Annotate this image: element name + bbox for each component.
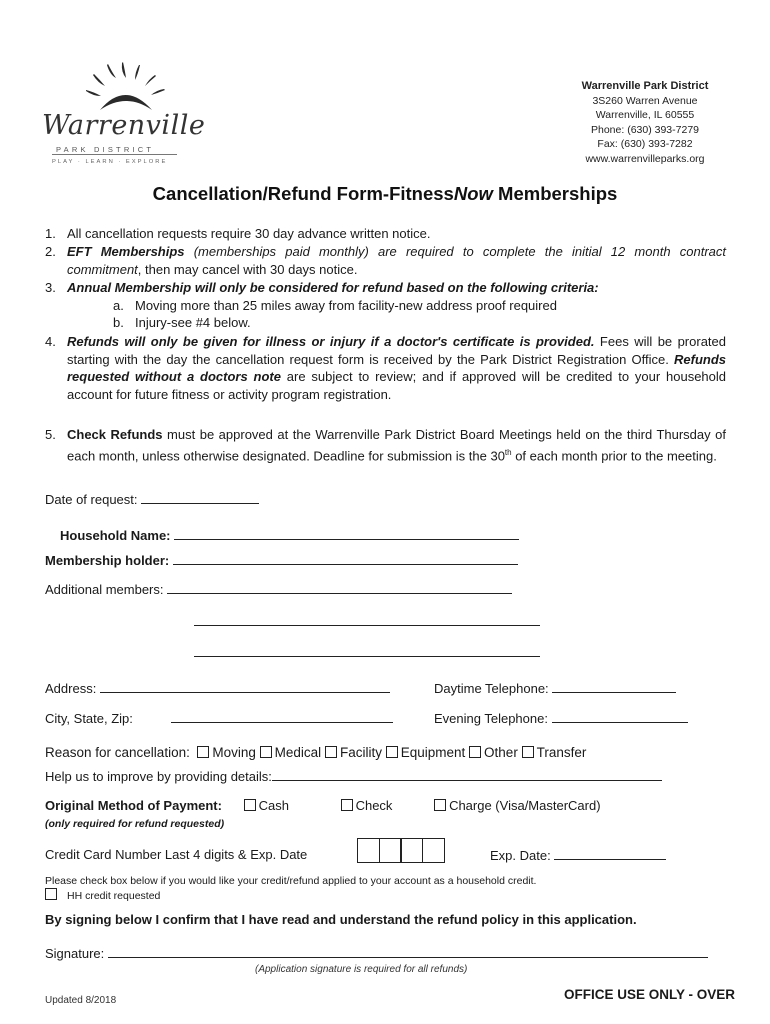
household-field[interactable] (60, 527, 519, 544)
sub-item-a (113, 297, 557, 314)
logo-subtitle: PARK DISTRICT (56, 145, 155, 154)
item-number: 1. (45, 226, 56, 241)
city-field[interactable] (45, 710, 393, 727)
payment-option: Charge (Visa/MasterCard) (449, 798, 601, 813)
cc-digit-box[interactable] (379, 838, 402, 863)
logo-name: Warrenville (42, 110, 206, 141)
city-address: Warrenville, IL 60555 (595, 109, 695, 121)
item-text: Check Refunds (67, 427, 163, 442)
list-item-5 (45, 426, 726, 464)
title-part: Cancellation/Refund Form-Fitness (152, 183, 454, 204)
signature-note: (Application signature is required for all refunds) (255, 964, 468, 975)
eve-tel-field[interactable] (434, 710, 688, 727)
website: www.warrenvilleparks.org (585, 152, 705, 165)
eve-tel-line[interactable] (552, 710, 688, 723)
sub-letter: a. (113, 298, 124, 313)
household-line[interactable] (174, 527, 519, 540)
list-item-1 (45, 225, 726, 243)
cc-label: Credit Card Number Last 4 digits & Exp. Date (45, 847, 308, 862)
reason-checkbox-other[interactable] (469, 746, 481, 758)
date-field[interactable] (45, 491, 259, 508)
confirm-statement: By signing below I confirm that I have read and understand the refund policy in this application. (45, 912, 637, 927)
holder-field[interactable] (45, 552, 518, 569)
payment-checkbox-check[interactable] (341, 799, 353, 811)
additional-line-2[interactable] (194, 625, 540, 626)
sub-letter: b. (113, 315, 124, 330)
list-item-4 (45, 333, 726, 403)
city-line[interactable] (171, 710, 393, 723)
item-text: contract commitment (67, 244, 726, 277)
item-text: must be approved at the Warrenville Park District Board Meetings held on the third Thursday of each month, unless otherwise designated. Deadline for submission is the 30 (67, 427, 726, 463)
item-text: of each month prior to the meeting. (511, 447, 717, 463)
office-use-label: OFFICE USE ONLY - OVER (564, 987, 736, 1002)
logo-divider (52, 154, 177, 155)
date-label: Date of request: (45, 492, 138, 507)
updated-date: Updated 8/2018 (45, 995, 117, 1006)
reason-checkbox-equipment[interactable] (386, 746, 398, 758)
household-label: Household Name: (60, 528, 171, 543)
reason-option: Transfer (536, 745, 587, 760)
signature-label: Signature: (45, 946, 105, 961)
item-text: Refunds requested without a doctors note (67, 351, 726, 384)
fax-number: Fax: (630) 393-7282 (597, 138, 693, 150)
item-text: Fees will be prorated starting with the day the cancellation request form is received by the Park District Registration Office. (67, 334, 726, 367)
payment-note: (only required for refund requested) (45, 818, 225, 830)
signature-field[interactable] (45, 945, 708, 962)
item-text: Refunds will only be given for illness or injury if a doctor's certificate is provided. (67, 334, 595, 349)
org-name: Warrenville Park District (581, 80, 709, 92)
sub-text: Moving more than 25 miles away from facility-new address proof required (135, 298, 557, 313)
reason-option: Facility (339, 745, 382, 760)
credit-note: Please check box below if you would like your credit/refund applied to your account as a household credit. (45, 875, 537, 887)
page-title (0, 183, 770, 205)
address-line[interactable] (100, 680, 390, 693)
cc-digit-box[interactable] (422, 838, 445, 863)
additional-line[interactable] (167, 581, 512, 594)
title-part: Now (453, 183, 493, 204)
item-text: Annual Membership will only be considered for refund based on the following criteria: (67, 280, 599, 295)
cc-digit-box[interactable] (357, 838, 380, 863)
improve-label: Help us to improve by providing details: (45, 769, 272, 784)
improve-line[interactable] (272, 768, 662, 781)
reason-checkbox-moving[interactable] (197, 746, 209, 758)
title-part: Memberships (492, 183, 618, 204)
street-address: 3S260 Warren Avenue (592, 94, 698, 107)
item-text: , then may cancel with 30 days notice. (137, 261, 358, 277)
payment-option: Check (355, 798, 393, 813)
reason-checkbox-medical[interactable] (260, 746, 272, 758)
address-label: Address: (45, 681, 97, 696)
payment-option: Cash (258, 798, 289, 813)
item-text: EFT Memberships (67, 244, 185, 259)
reason-checkbox-facility[interactable] (325, 746, 337, 758)
reason-option: Equipment (400, 745, 466, 760)
reason-checkbox-transfer[interactable] (522, 746, 534, 758)
city-label: City, State, Zip: (45, 711, 133, 726)
item-number: 5. (45, 427, 56, 442)
date-line[interactable] (141, 491, 259, 504)
address-field[interactable] (45, 680, 390, 697)
phone-number: Phone: (630) 393-7279 (591, 123, 699, 136)
exp-field[interactable] (490, 847, 666, 864)
warrenville-logo (42, 62, 206, 168)
contact-block (555, 79, 735, 166)
sun-icon (80, 62, 180, 114)
item-text: th (504, 447, 512, 457)
reason-field (45, 745, 586, 761)
item-number: 4. (45, 334, 56, 349)
additional-field[interactable] (45, 581, 512, 598)
hh-credit-checkbox[interactable] (45, 888, 57, 900)
signature-line[interactable] (108, 945, 708, 958)
payment-label: Original Method of Payment: (45, 798, 222, 813)
sub-item-b (113, 314, 251, 331)
list-item-2 (45, 243, 726, 278)
item-text: are subject to review; and if approved will be credited to your household account for future fitness or activity program registration. (67, 369, 726, 402)
hh-credit-field (45, 888, 160, 904)
item-text: (memberships paid monthly) are required to complete the initial 12 month (184, 244, 680, 259)
reason-option: Other (484, 745, 518, 760)
hh-credit-label: HH credit requested (67, 890, 161, 902)
holder-line[interactable] (173, 552, 518, 565)
item-number: 2. (45, 244, 56, 259)
reason-label: Reason for cancellation: (45, 745, 190, 760)
payment-checkbox-cash[interactable] (244, 799, 256, 811)
improve-field[interactable] (45, 768, 662, 785)
reason-option: Moving (212, 745, 256, 760)
cc-digit-box[interactable] (400, 838, 423, 863)
eve-tel-label: Evening Telephone: (434, 711, 548, 726)
reason-option: Medical (274, 745, 322, 760)
logo-tagline: PLAY · LEARN · EXPLORE (52, 159, 168, 165)
day-tel-field[interactable] (434, 680, 676, 697)
payment-field (45, 798, 601, 814)
payment-checkbox-charge[interactable] (434, 799, 446, 811)
item-number: 3. (45, 280, 56, 295)
list-item-3 (45, 279, 726, 297)
day-tel-label: Daytime Telephone: (434, 681, 549, 696)
item-text: All cancellation requests require 30 day advance written notice. (67, 226, 431, 241)
cc-digit-boxes (357, 838, 444, 862)
holder-label: Membership holder: (45, 553, 170, 568)
day-tel-line[interactable] (552, 680, 676, 693)
exp-label: Exp. Date: (490, 848, 551, 863)
additional-line-3[interactable] (194, 656, 540, 657)
sub-text: Injury-see #4 below. (135, 315, 251, 330)
exp-line[interactable] (554, 847, 666, 860)
additional-label: Additional members: (45, 582, 164, 597)
